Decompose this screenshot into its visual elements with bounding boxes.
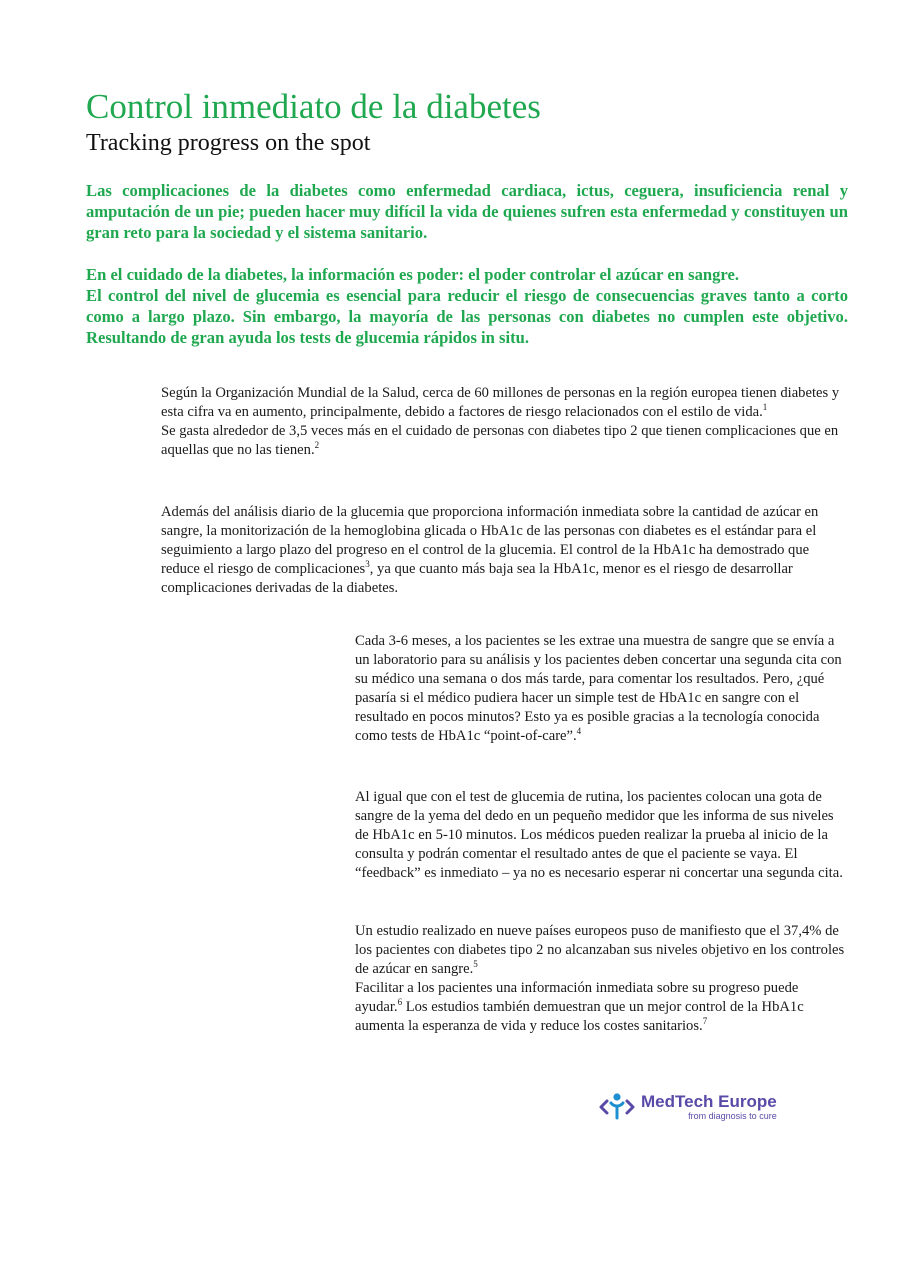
body-section-point-of-care (355, 788, 847, 883)
footnote-ref-5: 5 (473, 959, 478, 970)
lab-text: Cada 3-6 meses, a los pacientes se les extrae una muestra de sangre que se envía a un laboratorio para su análisis y los pacientes deben concertar una segunda cita con su médico una semana o dos más tarde, para comentar los resultados. Pero, ¿qué pasaría si el médico pudiera hacer un simple test de HbA1c en sangre con el resultado en pocos minutos? Esto ya es posible gracias a la tecnología conocida como tests de HbA1c “point-of-care”. (355, 633, 842, 744)
body-paragraph-poc: Al igual que con el test de glucemia de rutina, los pacientes colocan una gota de sangre de la yema del dedo en un pequeño medidor que les informa de sus niveles de HbA1c en 5-10 minutos. Los médicos pueden realizar la prueba al inicio de la consulta y podrán comentar el resultado antes de que el paciente se vaya. El “feedback” es inmediato – ya no es necesario esperar ni concertar una segunda cita. (355, 789, 843, 881)
body-paragraph-costs (161, 422, 847, 460)
lead-paragraph-power: En el cuidado de la diabetes, la información es poder: el poder controlar el azúcar en sangre. (86, 265, 739, 284)
medtech-logo-icon (598, 1092, 636, 1122)
footnote-ref-4: 4 (576, 726, 582, 737)
body-section-hba1c (161, 503, 847, 598)
footnote-ref-3: 3 (365, 559, 370, 570)
medtech-europe-logo (598, 1089, 798, 1125)
body-section-lab-tests (355, 632, 847, 746)
logo-wordmark: MedTech Europe (641, 1092, 777, 1111)
lead-paragraph-complications: Las complicaciones de la diabetes como enfermedad cardiaca, ictus, ceguera, insuficiencia renal y amputación de un pie; pueden hacer muy difícil la vida de quienes sufren esta enfermedad y constituyen un gran reto para la sociedad y el sistema sanitario. (86, 181, 848, 242)
footnote-ref-1: 1 (762, 402, 768, 413)
logo-tagline: from diagnosis to cure (688, 1111, 777, 1121)
lead-paragraph-information (86, 264, 848, 348)
body-paragraph-lab (355, 632, 847, 746)
body-paragraph-who (161, 384, 847, 422)
hba1c-text-a: Además del análisis diario de la glucemia que proporciona información inmediata sobre la cantidad de azúcar en sangre, la monitorización de la hemoglobina glicada o HbA1c de las personas con diabetes es el estándar para el seguimiento a largo plazo del progreso en el control de la glucemia. El control de la HbA1c ha demostrado que reduce el riesgo de complicaciones (161, 504, 819, 577)
footnote-ref-2: 2 (314, 440, 320, 451)
body-section-study (355, 922, 847, 1036)
page-title: Control inmediato de la diabetes (86, 87, 541, 126)
body-paragraph-hba1c (161, 503, 847, 598)
who-text: Según la Organización Mundial de la Salud, cerca de 60 millones de personas en la región europea tienen diabetes y esta cifra va en aumento, principalmente, debido a factores de riesgo relacionados con el estilo de vida. (161, 385, 840, 420)
lead-paragraph-glucose-control: El control del nivel de glucemia es esencial para reducir el riesgo de consecuencias graves tanto a corto como a largo plazo. Sin embargo, la mayoría de las personas con diabetes no cumplen este objetivo. Resultando de gran ayuda los tests de glucemia rápidos in situ. (86, 286, 848, 347)
feedback-text-b: Los estudios también demuestran que un mejor control de la HbA1c aumenta la esperanza de vida y reduce los costes sanitarios. (355, 999, 804, 1034)
costs-text: Se gasta alrededor de 3,5 veces más en el cuidado de personas con diabetes tipo 2 que tienen complicaciones que en aquellas que no las tienen. (161, 423, 839, 458)
body-paragraph-study (355, 922, 847, 979)
body-paragraph-feedback (355, 979, 847, 1036)
footnote-ref-6: 6 (397, 997, 403, 1008)
page-subtitle: Tracking progress on the spot (86, 130, 371, 156)
body-section-prevalence (161, 384, 847, 460)
footnote-ref-7: 7 (702, 1016, 708, 1027)
feedback-text-a: Facilitar a los pacientes una información inmediata sobre su progreso puede ayudar. (355, 980, 799, 1015)
hba1c-text-b: , ya que cuanto más baja sea la HbA1c, menor es el riesgo de desarrollar complicaciones derivadas de la diabetes. (161, 561, 793, 596)
study-text: Un estudio realizado en nueve países europeos puso de manifiesto que el 37,4% de los pacientes con diabetes tipo 2 no alcanzaban sus niveles objetivo en los controles de azúcar en sangre. (355, 923, 845, 977)
